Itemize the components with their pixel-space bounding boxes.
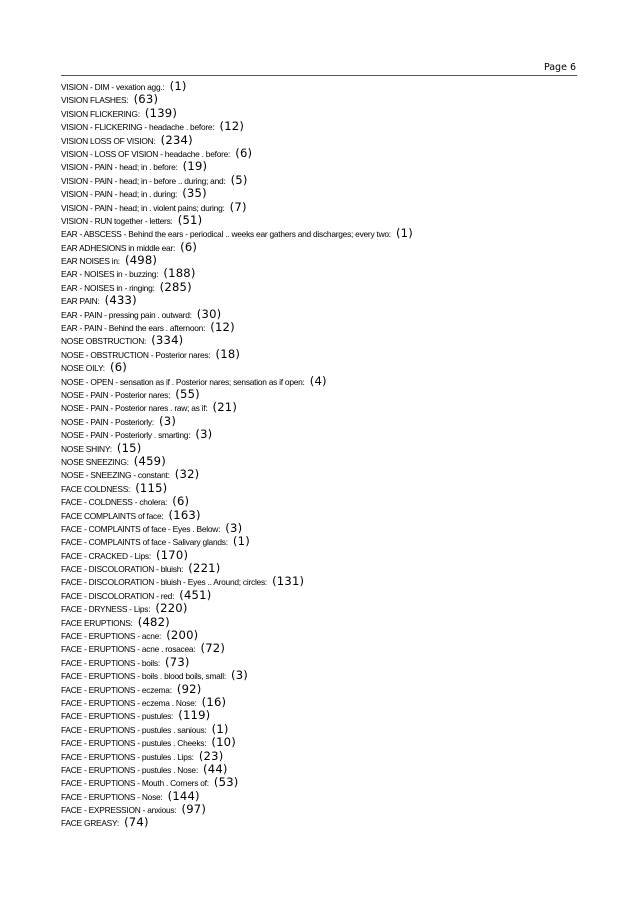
remedy-count: (30) xyxy=(196,306,222,321)
rubric-entry xyxy=(61,681,581,694)
rubric-entry xyxy=(61,466,581,482)
rubric-term: VISION - RUN together - letters: xyxy=(61,215,173,226)
rubric-term: FACE - DISCOLORATION - red: xyxy=(61,590,175,601)
rubric-entry xyxy=(61,199,581,212)
rubric-list xyxy=(61,78,581,828)
remedy-count: (6) xyxy=(109,360,128,375)
rubric-entry xyxy=(61,185,581,201)
rubric-term: FACE GREASY: xyxy=(61,818,119,829)
rubric-term: FACE - ERUPTIONS - acne: xyxy=(61,631,162,642)
rubric-entry xyxy=(61,399,581,415)
rubric-entry xyxy=(61,788,581,801)
rubric-term: FACE COMPLAINTS of face: xyxy=(61,510,164,521)
rubric-term: EAR ADHESIONS in middle ear: xyxy=(61,242,176,253)
rubric-term: FACE - ERUPTIONS - boils: xyxy=(61,657,160,668)
rubric-term: VISION - LOSS OF VISION - headache . before: xyxy=(61,148,231,159)
rubric-entry xyxy=(61,426,581,442)
rubric-entry xyxy=(61,814,581,830)
rubric-term: FACE - EXPRESSION - anxious: xyxy=(61,805,177,816)
remedy-count: (7) xyxy=(229,199,247,214)
rubric-entry xyxy=(61,667,581,683)
remedy-count: (63) xyxy=(133,92,159,107)
rubric-entry xyxy=(61,694,581,707)
rubric-entry xyxy=(61,332,581,348)
page-number: Page 6 xyxy=(543,62,576,73)
rubric-entry xyxy=(61,748,581,761)
rubric-entry xyxy=(61,547,581,560)
remedy-count: (74) xyxy=(124,815,149,830)
rubric-term: VISION - PAIN - head; in - before .. during; and: xyxy=(61,175,226,186)
rubric-entry xyxy=(61,265,581,281)
rubric-entry xyxy=(61,734,581,750)
remedy-count: (53) xyxy=(213,775,239,790)
rubric-term: NOSE OBSTRUCTION: xyxy=(61,336,147,347)
rubric-entry xyxy=(61,533,581,549)
rubric-entry xyxy=(61,507,581,520)
rubric-term: FACE - ERUPTIONS - pustules . Nose: xyxy=(61,764,198,775)
rubric-term: VISION FLICKERING: xyxy=(61,108,140,119)
remedy-count: (44) xyxy=(203,761,228,776)
rubric-term: NOSE OILY: xyxy=(61,363,105,374)
rubric-term: NOSE - SNEEZING - constant: xyxy=(61,470,170,481)
rubric-entry xyxy=(61,721,581,734)
rubric-entry xyxy=(61,560,581,576)
remedy-count: (170) xyxy=(156,547,189,562)
rubric-term: NOSE SHINY: xyxy=(61,443,112,454)
rubric-term: EAR PAIN: xyxy=(61,296,100,307)
remedy-count: (92) xyxy=(176,681,202,696)
remedy-count: (18) xyxy=(215,346,241,361)
remedy-count: (334) xyxy=(151,333,184,348)
rubric-entry xyxy=(61,587,581,600)
rubric-entry xyxy=(61,614,581,627)
remedy-count: (200) xyxy=(166,628,199,643)
rubric-term: VISION - PAIN - head; in . before: xyxy=(61,162,178,173)
rubric-entry xyxy=(61,118,581,134)
remedy-count: (131) xyxy=(272,574,305,589)
rubric-term: FACE - ERUPTIONS - pustules: xyxy=(61,711,174,722)
remedy-count: (285) xyxy=(159,279,192,294)
rubric-entry xyxy=(61,373,581,386)
remedy-count: (51) xyxy=(177,212,203,227)
remedy-count: (72) xyxy=(200,641,226,656)
rubric-entry xyxy=(61,279,581,292)
remedy-count: (15) xyxy=(116,440,142,455)
rubric-term: FACE - DRYNESS - Lips: xyxy=(61,604,151,615)
remedy-count: (234) xyxy=(160,132,193,147)
remedy-count: (19) xyxy=(182,159,208,174)
rubric-term: FACE - COMPLAINTS of face - Salivary glands: xyxy=(61,537,228,548)
rubric-entry xyxy=(61,292,581,308)
remedy-count: (55) xyxy=(175,386,200,401)
rubric-term: FACE - ERUPTIONS - eczema . Nose: xyxy=(61,697,197,708)
remedy-count: (188) xyxy=(163,266,196,281)
rubric-entry xyxy=(61,78,581,91)
rubric-term: FACE - ERUPTIONS - pustules . Cheeks: xyxy=(61,738,207,749)
header-divider xyxy=(61,75,577,76)
rubric-term: NOSE SNEEZING: xyxy=(61,456,129,467)
rubric-entry xyxy=(61,306,581,319)
rubric-entry xyxy=(61,480,581,493)
rubric-term: EAR - PAIN - Behind the ears . afternoon: xyxy=(61,323,206,334)
rubric-term: NOSE - PAIN - Posterior nares . raw; as if: xyxy=(61,403,208,414)
rubric-entry xyxy=(61,600,581,616)
rubric-term: EAR - NOISES in - buzzing: xyxy=(61,269,159,280)
rubric-entry xyxy=(61,105,581,118)
rubric-term: FACE - ERUPTIONS - pustules . Lips: xyxy=(61,751,194,762)
remedy-count: (97) xyxy=(181,802,207,817)
remedy-count: (221) xyxy=(188,561,221,576)
rubric-term: VISION - DIM - vexation agg.: xyxy=(61,82,165,92)
rubric-term: VISION FLASHES: xyxy=(61,95,129,106)
rubric-term: VISION - PAIN - head; in . during: xyxy=(61,189,178,200)
rubric-term: FACE - DISCOLORATION - bluish: xyxy=(61,564,184,575)
rubric-term: NOSE - PAIN - Posteriorly . smarting: xyxy=(61,430,191,441)
rubric-term: NOSE - OPEN - sensation as if . Posterior nares; sensation as if open: xyxy=(61,376,305,387)
rubric-entry xyxy=(61,627,581,643)
rubric-entry xyxy=(61,774,581,790)
rubric-term: FACE - COLDNESS - cholera: xyxy=(61,497,168,508)
remedy-count: (433) xyxy=(104,293,137,308)
rubric-term: FACE - DISCOLORATION - bluish - Eyes .. Around; circles: xyxy=(61,577,267,588)
rubric-term: FACE - COMPLAINTS of face - Eyes . Below: xyxy=(61,523,221,534)
remedy-count: (6) xyxy=(235,145,253,160)
remedy-count: (12) xyxy=(210,320,235,335)
remedy-count: (5) xyxy=(230,172,248,187)
remedy-count: (6) xyxy=(180,239,198,254)
remedy-count: (12) xyxy=(219,119,245,134)
rubric-term: VISION - PAIN - head; in . violent pains; during: xyxy=(61,202,225,213)
remedy-count: (3) xyxy=(230,668,249,683)
remedy-count: (73) xyxy=(165,654,190,669)
rubric-term: VISION - FLICKERING - headache . before: xyxy=(61,122,215,133)
rubric-term: NOSE - PAIN - Posterior nares: xyxy=(61,389,171,400)
rubric-term: FACE COLDNESS: xyxy=(61,483,131,494)
rubric-term: NOSE - OBSTRUCTION - Posterior nares: xyxy=(61,349,211,360)
rubric-term: FACE - ERUPTIONS - eczema: xyxy=(61,684,172,695)
remedy-count: (115) xyxy=(135,480,168,495)
remedy-count: (144) xyxy=(167,788,200,803)
rubric-entry xyxy=(61,453,581,466)
remedy-count: (1) xyxy=(169,79,187,93)
remedy-count: (32) xyxy=(174,467,200,482)
remedy-count: (4) xyxy=(309,373,327,388)
rubric-entry xyxy=(61,413,581,426)
rubric-entry xyxy=(61,346,581,359)
rubric-entry xyxy=(61,654,581,667)
rubric-entry xyxy=(61,172,581,185)
rubric-term: FACE ERUPTIONS: xyxy=(61,617,133,628)
remedy-count: (16) xyxy=(201,694,227,709)
remedy-count: (21) xyxy=(212,400,238,415)
remedy-count: (3) xyxy=(225,520,243,535)
rubric-entry xyxy=(61,573,581,589)
rubric-entry xyxy=(61,145,581,158)
remedy-count: (6) xyxy=(172,494,190,509)
rubric-term: FACE - ERUPTIONS - Mouth . Corners of: xyxy=(61,778,209,789)
remedy-count: (451) xyxy=(179,587,212,602)
rubric-entry xyxy=(61,319,581,335)
rubric-term: VISION LOSS OF VISION: xyxy=(61,135,156,146)
remedy-count: (139) xyxy=(144,105,178,120)
remedy-count: (220) xyxy=(155,601,188,616)
remedy-count: (482) xyxy=(137,614,170,629)
rubric-entry xyxy=(61,252,581,268)
remedy-count: (163) xyxy=(168,507,201,522)
rubric-term: FACE - ERUPTIONS - Nose: xyxy=(61,791,163,802)
rubric-entry xyxy=(61,707,581,723)
rubric-term: EAR - NOISES in - ringing: xyxy=(61,282,155,293)
rubric-entry xyxy=(61,640,581,656)
rubric-term: EAR NOISES in: xyxy=(61,256,120,267)
rubric-term: FACE - ERUPTIONS - acne . rosacea: xyxy=(61,644,196,655)
remedy-count: (1) xyxy=(211,721,229,736)
rubric-term: FACE - ERUPTIONS - boils . blood boils, small: xyxy=(61,671,226,682)
remedy-count: (1) xyxy=(232,534,250,549)
rubric-term: EAR - ABSCESS - Behind the ears - periodical .. weeks ear gathers and discharges; every two: xyxy=(61,229,391,240)
rubric-entry xyxy=(61,158,581,174)
rubric-term: FACE - ERUPTIONS - pustules . sanious: xyxy=(61,724,207,735)
remedy-count: (498) xyxy=(124,253,158,268)
rubric-entry xyxy=(61,761,581,774)
remedy-count: (3) xyxy=(159,413,177,428)
remedy-count: (119) xyxy=(178,708,211,723)
rubric-entry xyxy=(61,520,581,533)
rubric-term: NOSE - PAIN - Posteriorly: xyxy=(61,416,154,427)
rubric-entry xyxy=(61,239,581,252)
remedy-count: (35) xyxy=(182,186,207,201)
remedy-count: (23) xyxy=(198,748,224,763)
rubric-term: FACE - CRACKED - Lips: xyxy=(61,550,151,561)
rubric-entry xyxy=(61,132,581,145)
rubric-entry xyxy=(61,801,581,817)
rubric-entry xyxy=(61,493,581,509)
rubric-entry xyxy=(61,225,581,241)
remedy-count: (10) xyxy=(211,735,236,750)
rubric-entry xyxy=(61,212,581,225)
remedy-count: (459) xyxy=(133,453,166,468)
remedy-count: (1) xyxy=(395,226,413,241)
rubric-entry xyxy=(61,440,581,453)
rubric-entry xyxy=(61,359,581,375)
remedy-count: (3) xyxy=(195,427,213,442)
rubric-entry xyxy=(61,91,581,107)
rubric-term: EAR - PAIN - pressing pain . outward: xyxy=(61,309,192,320)
